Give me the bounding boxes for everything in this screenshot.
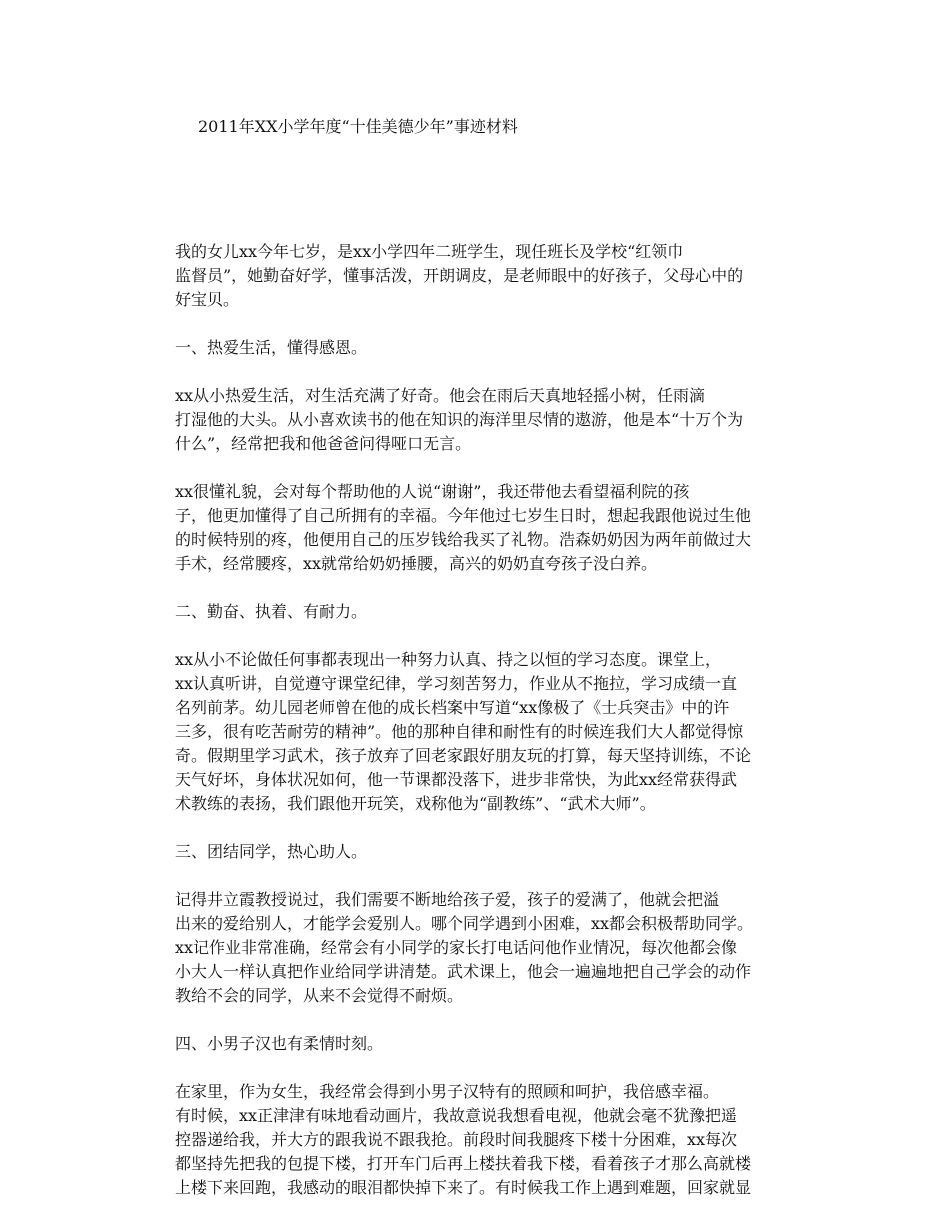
text-line: 天气好坏，身体状况如何，他一节课都没落下，进步非常快，为此xx经常获得武 [175,770,738,789]
text-line: xx从小不论做任何事都表现出一种努力认真、持之以恒的学习态度。课堂上， [175,650,722,669]
body-paragraph [143,648,815,816]
text-line: 控器递给我，并大方的跟我说不跟我抢。前段时间我腿疼下楼十分困难，xx每次 [175,1130,738,1149]
text-line: xx认真听讲，自觉遵守课堂纪律，学习刻苦努力，作业从不拖拉，学习成绩一直 [175,674,738,693]
paragraph-spacer [143,312,815,336]
paragraph-spacer [143,360,815,384]
text-line: 什么”，经常把我和他爸爸问得哑口无言。 [175,434,472,453]
text-line: 好宝贝。 [175,290,240,309]
text-line: 三多，很有吃苦耐劳的精神”。他的那种自律和耐性有的时候连我们大人都觉得惊 [175,722,744,741]
text-line: 手术，经常腰疼，xx就常给奶奶捶腰，高兴的奶奶直夸孩子没白养。 [175,554,658,573]
text-line: 术教练的表扬，我们跟他开玩笑，戏称他为“副教练”、“武术大师”。 [175,794,656,813]
text-line: 三、团结同学，热心助人。 [175,842,368,861]
paragraph-spacer [143,864,815,888]
text-line: 一、热爱生活，懂得感恩。 [175,338,368,357]
text-line: 四、小男子汉也有柔情时刻。 [175,1034,384,1053]
text-line: 奇。假期里学习武术，孩子放弃了回老家跟好朋友玩的打算，每天坚持训练，不论 [175,746,752,765]
text-line: 教给不会的同学，从来不会觉得不耐烦。 [175,986,464,1005]
body-paragraph [143,384,815,456]
paragraph-spacer [143,1056,815,1080]
text-line: xx记作业非常准确，经常会有小同学的家长打电话问他作业情况，每次他都会像 [175,938,738,957]
section-heading [143,840,815,864]
text-line: 都坚持先把我的包提下楼，打开车门后再上楼扶着我下楼，看着孩子才那么高就楼 [175,1154,752,1173]
text-line: 我的女儿xx今年七岁，是xx小学四年二班学生，现任班长及学校“红领巾 [175,242,684,261]
paragraph-spacer [143,576,815,600]
text-line: 上楼下来回跑，我感动的眼泪都快掉下来了。有时候我工作上遇到难题，回家就显 [175,1178,752,1197]
text-line: 有时候，xx正津津有味地看动画片，我故意说我想看电视，他就会毫不犹豫把遥 [175,1106,738,1125]
paragraph-spacer [143,1008,815,1032]
text-line: 记得井立霞教授说过，我们需要不断地给孩子爱，孩子的爱满了，他就会把溢 [175,890,720,909]
body-paragraph [143,240,815,312]
text-line: xx很懂礼貌，会对每个帮助他的人说“谢谢”，我还带他去看望福利院的孩 [175,482,690,501]
text-line: 出来的爱给别人，才能学会爱别人。哪个同学遇到小困难，xx都会积极帮助同学。 [175,914,754,933]
text-line: xx从小热爱生活，对生活充满了好奇。他会在雨后天真地轻摇小树，任雨滴 [175,386,706,405]
text-line: 监督员”，她勤奋好学，懂事活泼，开朗调皮，是老师眼中的好孩子，父母心中的 [175,266,744,285]
text-line: 子，他更加懂得了自己所拥有的幸福。今年他过七岁生日时，想起我跟他说过生他 [175,506,752,525]
paragraph-spacer [143,456,815,480]
text-line: 小大人一样认真把作业给同学讲清楚。武术课上，他会一遍遍地把自己学会的动作 [175,962,752,981]
section-heading [143,336,815,360]
text-line: 打湿他的大头。从小喜欢读书的他在知识的海洋里尽情的遨游，他是本“十万个为 [175,410,744,429]
section-heading [143,600,815,624]
body-paragraph [143,1080,815,1200]
paragraph-spacer [143,816,815,840]
body-paragraph [143,480,815,576]
text-line: 的时候特别的疼，他便用自己的压岁钱给我买了礼物。浩森奶奶因为两年前做过大 [175,530,752,549]
document-body [143,240,815,1200]
text-line: 二、勤奋、执着、有耐力。 [175,602,368,621]
document-title: 2011年XX小学年度“十佳美德少年”事迹材料 [198,117,518,136]
text-line: 名列前茅。幼儿园老师曾在他的成长档案中写道“xx像极了《士兵突击》中的许 [175,698,730,717]
paragraph-spacer [143,624,815,648]
body-paragraph [143,888,815,1008]
text-line: 在家里，作为女生，我经常会得到小男子汉特有的照顾和呵护，我倍感幸福。 [175,1082,720,1101]
section-heading [143,1032,815,1056]
